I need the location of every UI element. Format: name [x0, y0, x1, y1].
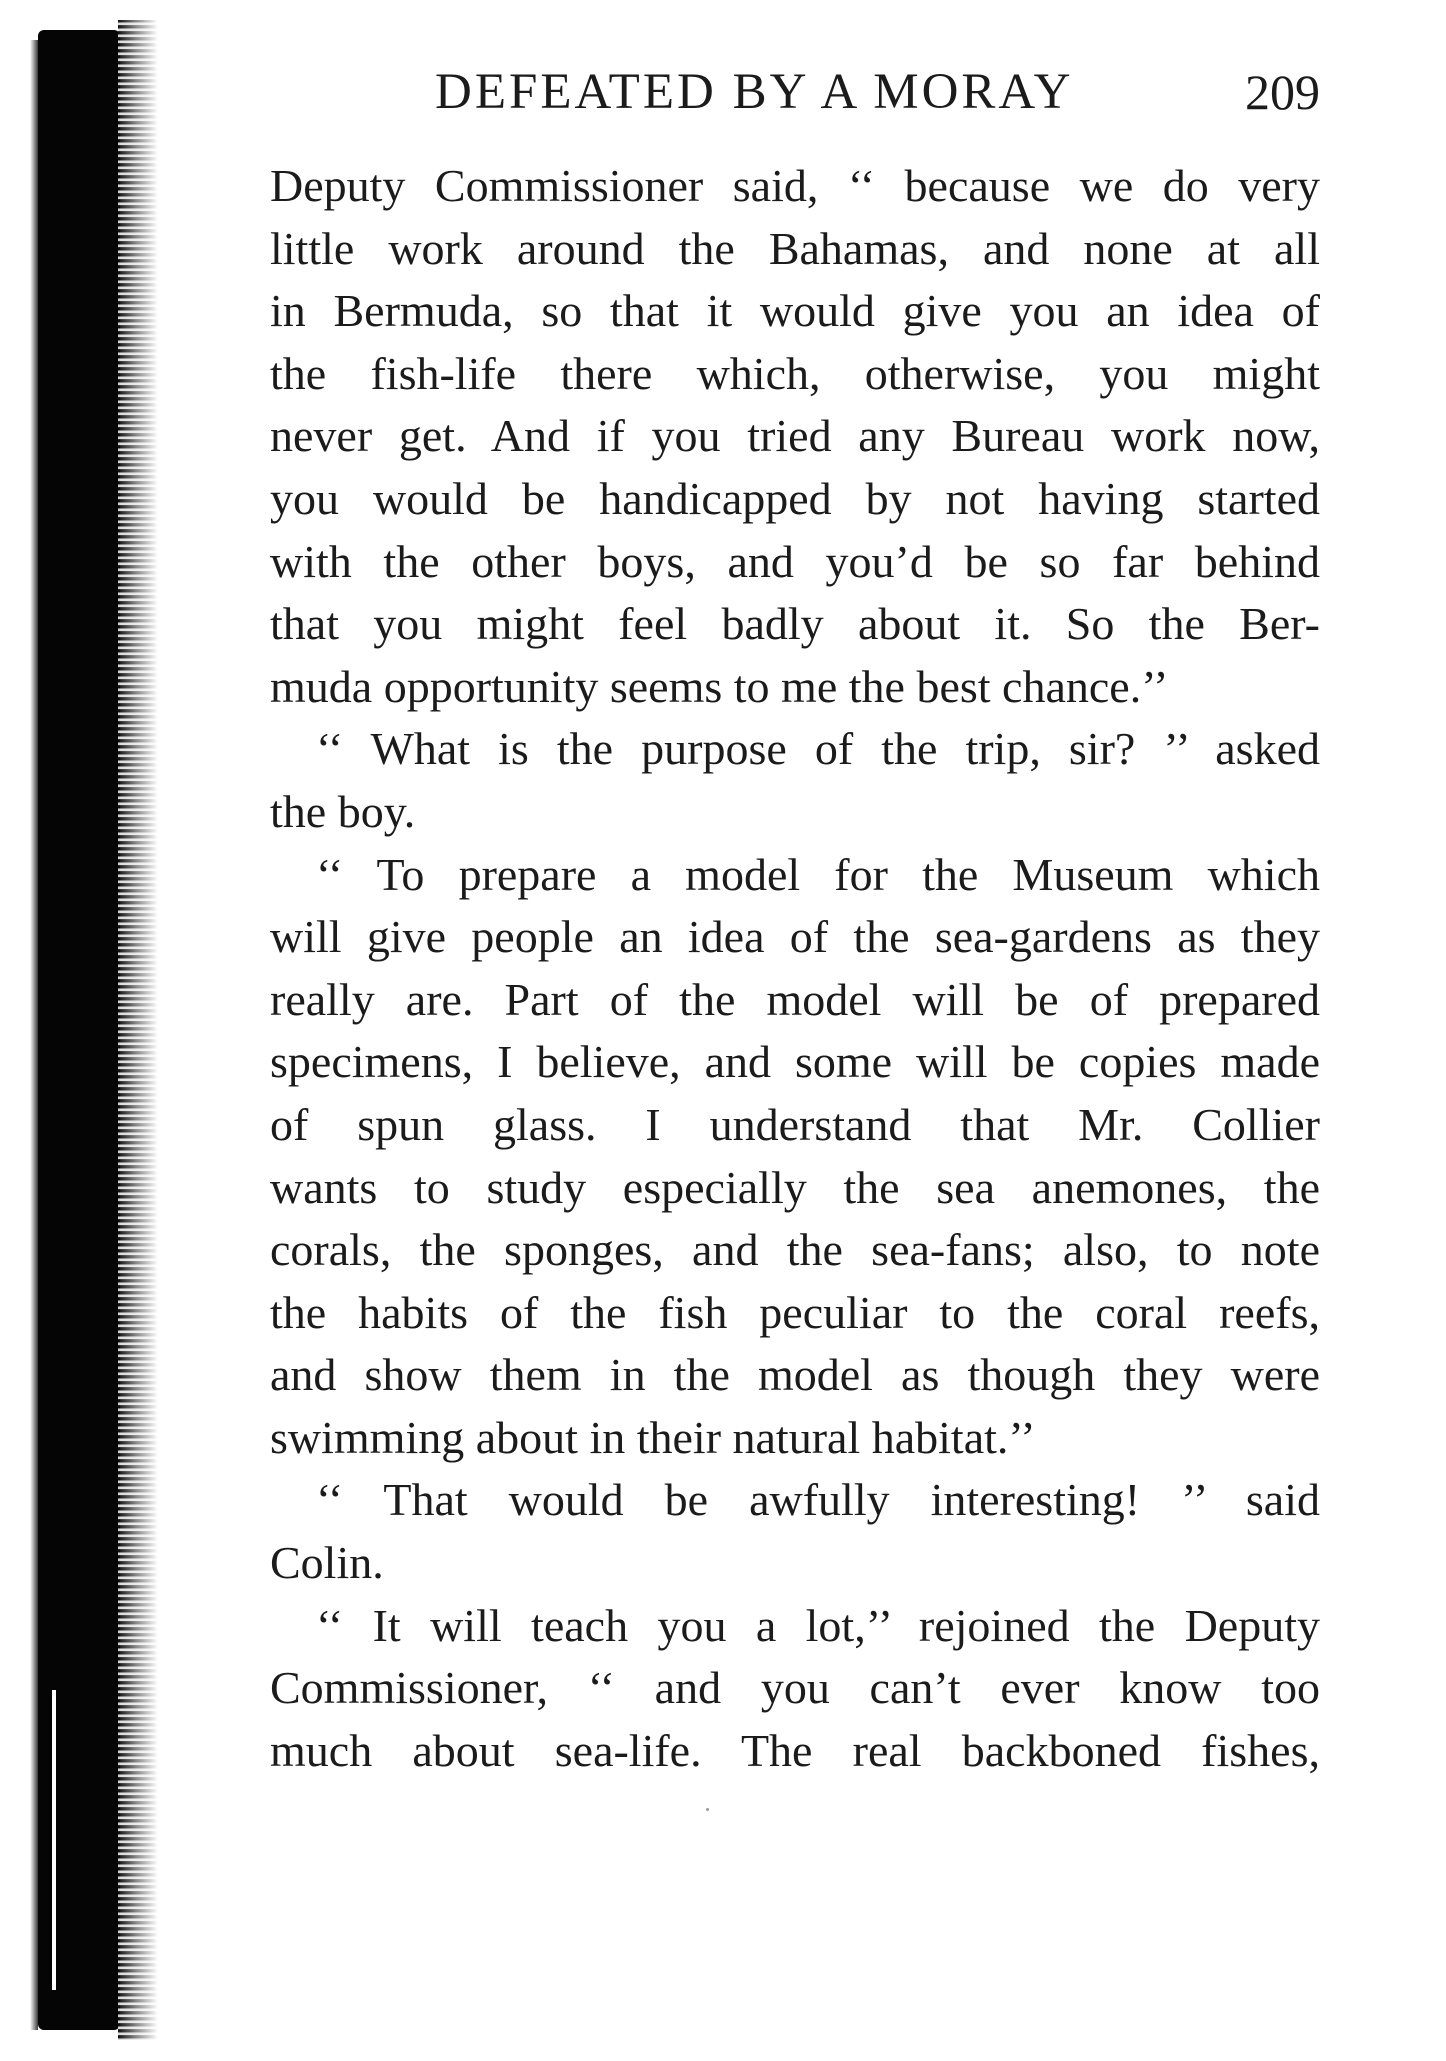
- binding-edge: [30, 40, 38, 2030]
- text-line: Deputy Commissioner said, ‘‘ because we do very: [270, 160, 1320, 211]
- text-line: wants to study especially the sea anemones, the: [270, 1161, 1320, 1213]
- page-header: [270, 62, 1320, 122]
- page-number: 209: [1245, 64, 1320, 120]
- text-line: muda opportunity seems to me the best chance.’’: [270, 660, 1169, 712]
- text-line: never get. And if you tried any Bureau work now,: [270, 410, 1320, 462]
- binding-scratch: [52, 1690, 56, 1990]
- text-line: ‘‘ It will teach you a lot,’’ rejoined the Deputy: [316, 1599, 1320, 1651]
- text-line: Colin.: [270, 1537, 384, 1589]
- text-line: much about sea-life. The real backboned fishes,: [270, 1724, 1320, 1776]
- running-title: DEFEATED BY A MORAY: [435, 64, 1074, 120]
- text-line: swimming about in their natural habitat.’’: [270, 1411, 1036, 1463]
- text-line: ‘‘ That would be awfully interesting! ’’ said: [316, 1474, 1320, 1526]
- text-line: ‘‘ What is the purpose of the trip, sir? ’’ asked: [316, 723, 1320, 775]
- text-line: corals, the sponges, and the sea-fans; also, to note: [270, 1224, 1320, 1276]
- text-line: the fish-life there which, otherwise, you might: [270, 347, 1320, 399]
- text-line: in Bermuda, so that it would give you an idea of: [270, 285, 1320, 337]
- text-line: you would be handicapped by not having started: [270, 472, 1320, 524]
- text-line: will give people an idea of the sea-gardens as they: [270, 911, 1320, 963]
- text-line: with the other boys, and you’d be so far behind: [270, 535, 1320, 587]
- binding-fray: [118, 20, 158, 2040]
- text-line: little work around the Bahamas, and none at all: [270, 222, 1320, 274]
- text-line: the habits of the fish peculiar to the coral reefs,: [270, 1286, 1320, 1338]
- text-line: Commissioner, ‘‘ and you can’t ever know too: [270, 1662, 1320, 1714]
- body-text: [270, 155, 1320, 1782]
- binding-gutter: [38, 30, 120, 2030]
- text-line: specimens, I believe, and some will be copies made: [270, 1036, 1320, 1088]
- text-line: and show them in the model as though they were: [270, 1349, 1320, 1401]
- book-binding-shadow: [0, 0, 160, 2061]
- text-line: really are. Part of the model will be of prepared: [270, 973, 1320, 1025]
- paper-speck: [706, 1808, 709, 1811]
- text-line: of spun glass. I understand that Mr. Collier: [270, 1098, 1320, 1150]
- text-line: ‘‘ To prepare a model for the Museum which: [316, 848, 1320, 900]
- text-line: that you might feel badly about it. So the Ber-: [270, 598, 1320, 650]
- text-line: the boy.: [270, 785, 416, 837]
